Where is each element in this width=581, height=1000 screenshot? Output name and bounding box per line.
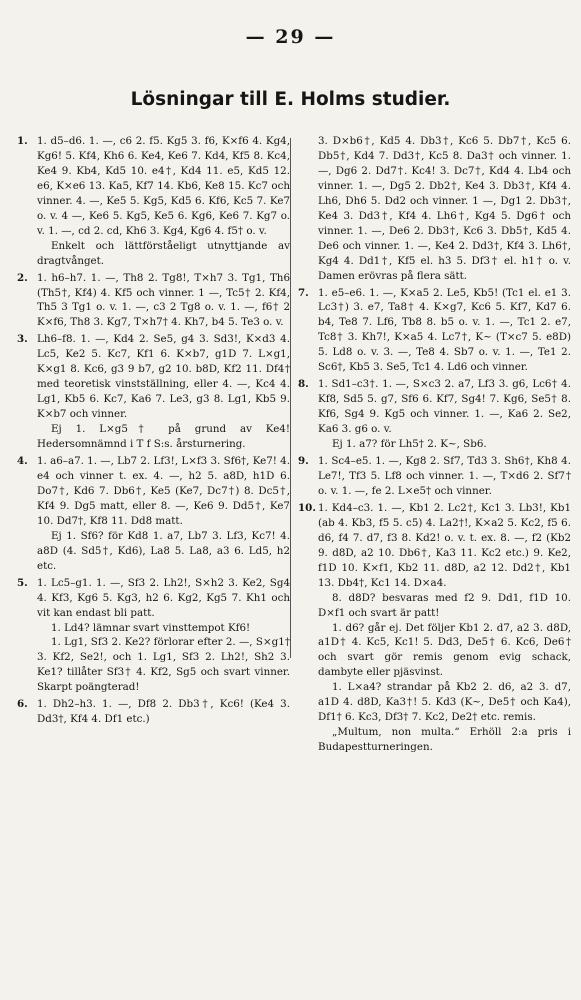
solution-comment: Ej 1. a7? för Lh5† 2. K~, Sb6. <box>332 438 487 451</box>
solution-6-continued <box>294 134 571 284</box>
solution-comment: Enkelt och lättförståeligt utnyttjande av dragtvånget. <box>37 239 290 267</box>
solution-number: 6. <box>17 698 28 711</box>
solution-text: 1. Lc5–g1. 1. —, Sf3 2. Lh2!, S×h2 3. Ke2, Sg4 4. Kf3, Kg6 5. Kg3, h2 6. Kg2, Kg5 7. Kh1 och vit kan endast bli patt. <box>37 576 290 619</box>
solution-number: 3. <box>17 333 28 346</box>
left-column <box>13 134 290 727</box>
solution-number: 1. <box>17 135 28 147</box>
solution-5 <box>13 576 290 696</box>
solution-number: 9. <box>298 455 309 468</box>
solution-number: 2. <box>17 271 28 284</box>
solution-text: Lh6–f8. 1. —, Kd4 2. Se5, g4 3. Sd3!, K×d3 4. Lc5, Ke2 5. Kc7, Kf1 6. K×b7, g1D 7. L×g1, K×g1 8. Kc6, g3 9 b7, g2 10. b8D, Kf2 11. Df4† med teoretisk vinstställning, eller 4. —, Kc4 4. Lg1, Kb5 6. Kc7, Ka6 7. Le3, g3 8. Lg1, Kb5 9. K×b7 och vinner. <box>37 333 290 421</box>
solution-comment: 8. d8D? besvaras med f2 9. Dd1, f1D 10. D×f1 och svart är patt! <box>318 591 571 619</box>
solution-number: 7. <box>298 286 309 299</box>
solution-comment: „Multum, non multa.“ Erhöll 2:a pris i Budapestturneringen. <box>318 726 571 754</box>
solution-text: 1. e5–e6. 1. —, K×a5 2. Le5, Kb5! (Tc1 el. e1 3. Lc3†) 3. e7, Ta8† 4. K×g7, Kc6 5. Kf7, Kd7 6. b4, Te8 7. Lf6, Tb8 8. b5 o. v. 1. —, Tc1 2. e7, Tc8† 3. Kh7!, K×a5 4. Lc7†, K~ (T×c7 5. e8D) 5. Ld8 o. v. 3. —, Te8 4. Sb7 o. v. 1. —, Te1 2. Sc6†, Kb5 3. Se5, Tc1 4. Ld6 och vinner. <box>318 286 571 374</box>
solution-text: 1. Kd4–c3. 1. —, Kb1 2. Lc2†, Kc1 3. Lb3!, Kb1 (ab 4. Kb3, f5 5. c5) 4. La2†!, K×a2 5. Kc2, f5 6. d6, f4 7. d7, f3 8. Kd2! o. v. t. ex. 8. —, f2 (Kb2 9. d8D, a2 10. Db6†, Ka3 11. Kc2 etc.) 9. Ke2, f1D 10. K×f1, Kb2 11. d8D, a2 12. Dd2†, Kb1 13. Db4†, Kc1 14. D×a4. <box>318 501 571 589</box>
solution-text: 1. Dh2–h3. 1. —, Df8 2. Db3†, Kc6! (Ke4 3. Dd3†, Kf4 4. Df1 etc.) <box>37 698 290 726</box>
solution-comment: 1. Ld4? lämnar svart vinsttempot Kf6! <box>51 621 251 634</box>
solution-text: 1. Sc4–e5. 1. —, Kg8 2. Sf7, Td3 3. Sh6†, Kh8 4. Le7!, Tf3 5. Lf8 och vinner. 1. —, T×d6 2. Sf7† o. v. 1. —, fe 2. L×e5† och vinner. <box>318 455 571 497</box>
page-number: — 29 — <box>245 26 336 48</box>
solution-text: 1. h6–h7. 1. —, Th8 2. Tg8!, T×h7 3. Tg1, Th6 (Th5†, Kf4) 4. Kf5 och vinner. 1 —, Tc5† 2. Kf4, Th5 3 Tg1 o. v. 1. —, c3 2 Tg8 o. v. 1. —, f6† 2 K×f6, Th8 3. Kg7, T×h7† 4. Kh7, b4 5. Te3 o. v. <box>37 271 290 329</box>
solution-text: 3. D×b6†, Kd5 4. Db3†, Kc6 5. Db7†, Kc5 6. Db5†, Kd4 7. Dd3†, Kc5 8. Da3† och vinner. 1. —, Dg6 2. Dd7†. Kc4! 3. Dc7†, Kd4 4. Lb4 och vinner. 1. —, Dg5 2. Db2†, Ke4 3. Db3†, Kf4 4. Lh6, Dh6 5. Dd2 och vinner. 1 —, Dg1 2. Db3†, Ke4 3. Dd3†, Kf4 4. Lh6†, Kg4 5. Dg6† och vinner. 1. —, De6 2. Db3†, Kc6 3. Db5†, Kd5 4. De6 och vinner. 1. —, Ke4 2. Dd3†, Kf4 3. Lh6†, Kg4 4. Dd1†, Kf5 el. h3 5. Df3† el. h1† o. v. Damen erövras på flera sätt. <box>318 135 571 282</box>
solution-number: 4. <box>17 455 28 468</box>
solution-10 <box>294 501 571 755</box>
solution-number: 5. <box>17 576 28 589</box>
page-title: Lösningar till E. Holms studier. <box>130 89 451 110</box>
solution-6 <box>13 697 290 727</box>
solution-comment: 1. d6? går ej. Det följer Kb1 2. d7, a2 3. d8D, a1D† 4. Kc5, Kc1! 5. Dd3, De5† 6. Kc6, De6† och svart gör remis genom evig schack, dambyte eller pjäsvinst. <box>318 621 571 679</box>
solution-number: 10. <box>298 501 316 514</box>
solution-comment: Ej 1. L×g5† på grund av Ke4! Hedersomnämnd i T f S:s. årsturnering. <box>37 423 290 451</box>
solution-comment: 1. Lg1, Sf3 2. Ke2? förlorar efter 2. —, S×g1† 3. Kf2, Se2!, och 1. Lg1, Sf3 2. Lh2!, Sh2 3. Ke1? tillåter Sf3† 4. Kf2, Sg5 och svart vinner. Skarpt poängterad! <box>37 636 290 694</box>
solution-1 <box>13 134 290 269</box>
solution-7 <box>294 286 571 376</box>
solution-number: 8. <box>298 378 309 391</box>
solution-2 <box>13 271 290 331</box>
solution-9 <box>294 454 571 499</box>
solution-text: 1. d5–d6. 1. —, c6 2. f5. Kg5 3. f6, K×f6 4. Kg4, Kg6! 5. Kf4, Kh6 6. Ke4, Ke6 7. Kd4, Kf5 8. Kc4, Ke4 9. Kb4, Kd5 10. e4†, Kd4 11. e5, Kd5 12. e6, K×e6 13. Ka5, Kf7 14. Kb6, Ke8 15. Kc7 och vinner. 4. —, Ke5 5. Kg5, Kd5 6. Kf6, Kc5 7. Ke7 o. v. 4 —, Ke6 5. Kg5, Ke5 6. Kg6, Ke6 7. Kg7 o. v. 1. —, cd 2. cd, Kh6 3. Kg4, Kg6 4. f5† o. v. <box>37 135 290 237</box>
solution-3 <box>13 332 290 452</box>
solution-text: 1. a6–a7. 1. —, Lb7 2. Lf3!, L×f3 3. Sf6†, Ke7! 4. e4 och vinner t. ex. 4. —, h2 5. a8D, h1D 6. Do7†, Kd6 7. Db6†, Ke5 (Ke7, Dc7†) 8. Dc5†, Kf4 9. Dg5 matt, eller 8. —, Ke6 9. Dd5†, Ke7 10. Dd7†, Kf8 11. Dd8 matt. <box>37 455 290 527</box>
solution-comment: Ej 1. Sf6? för Kd8 1. a7, Lb7 3. Lf3, Kc7! 4. a8D (4. Sd5†, Kd6), La8 5. La8, a3 6. Ld5, h2 etc. <box>37 529 290 572</box>
solution-8 <box>294 377 571 452</box>
solution-text: 1. Sd1–c3†. 1. —, S×c3 2. a7, Lf3 3. g6, Lc6† 4. Kf8, Sd5 5. g7, Sf6 6. Kf7, Sg4! 7. Kg6, Se5† 8. Kf6, Sg4 9. Kg5 och vinner. 1. —, Ka6 2. Se2, Ka6 3. g6 o. v. <box>318 378 571 436</box>
solution-4 <box>13 454 290 574</box>
right-column <box>294 134 571 755</box>
solution-comment: 1. L×a4? strandar på Kb2 2. d6, a2 3. d7, a1D 4. d8D, Ka3†! 5. Kd3 (K~, De5† och Ka4), Df1† 6. Kc3, Df3† 7. Kc2, De2† etc. remis. <box>318 681 571 724</box>
